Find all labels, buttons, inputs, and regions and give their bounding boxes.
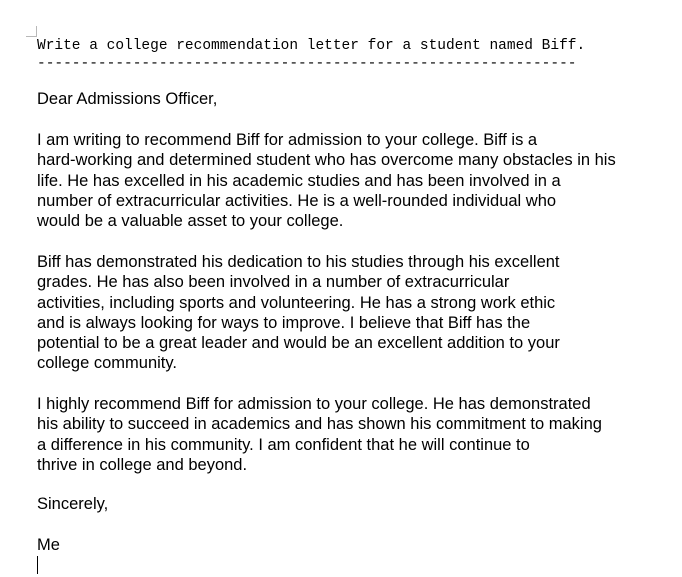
paragraph-line: number of extracurricular activities. He is a well-rounded individual who [37,191,557,210]
paragraph-line: and is always looking for ways to improve. I believe that Biff has the [37,313,531,332]
paragraph-line: activities, including sports and volunteering. He has a strong work ethic [37,293,556,312]
letter-signature: Me [37,536,60,554]
paragraph-line: hard-working and determined student who has overcome many obstacles in his [37,151,616,170]
paragraph-line: Biff has demonstrated his dedication to his studies through his excellent [37,253,560,271]
letter-salutation: Dear Admissions Officer, [37,90,218,108]
paragraph-line: potential to be a great leader and would be an excellent addition to your [37,334,560,353]
paragraph-line: life. He has excelled in his academic studies and has been involved in a [37,171,561,190]
prompt-separator: -------------------------------------------------------------- [37,56,577,72]
letter-paragraph-3 [37,394,677,475]
page-corner-marker [26,26,37,37]
prompt-text: Write a college recommendation letter for a student named Biff. [37,38,586,54]
text-cursor [37,556,38,574]
paragraph-line: his ability to succeed in academics and has shown his commitment to making [37,415,602,434]
paragraph-line: I am writing to recommend Biff for admission to your college. Biff is a [37,131,538,149]
paragraph-line: college community. [37,354,178,373]
letter-paragraph-1 [37,130,677,231]
paragraph-line: I highly recommend Biff for admission to your college. He has demonstrated [37,395,591,413]
paragraph-line: thrive in college and beyond. [37,455,248,474]
letter-paragraph-2 [37,252,677,374]
paragraph-line: would be a valuable asset to your college. [37,212,344,231]
letter-closing: Sincerely, [37,495,109,513]
paragraph-line: a difference in his community. I am confident that he will continue to [37,435,530,454]
paragraph-line: grades. He has also been involved in a number of extracurricular [37,273,510,292]
